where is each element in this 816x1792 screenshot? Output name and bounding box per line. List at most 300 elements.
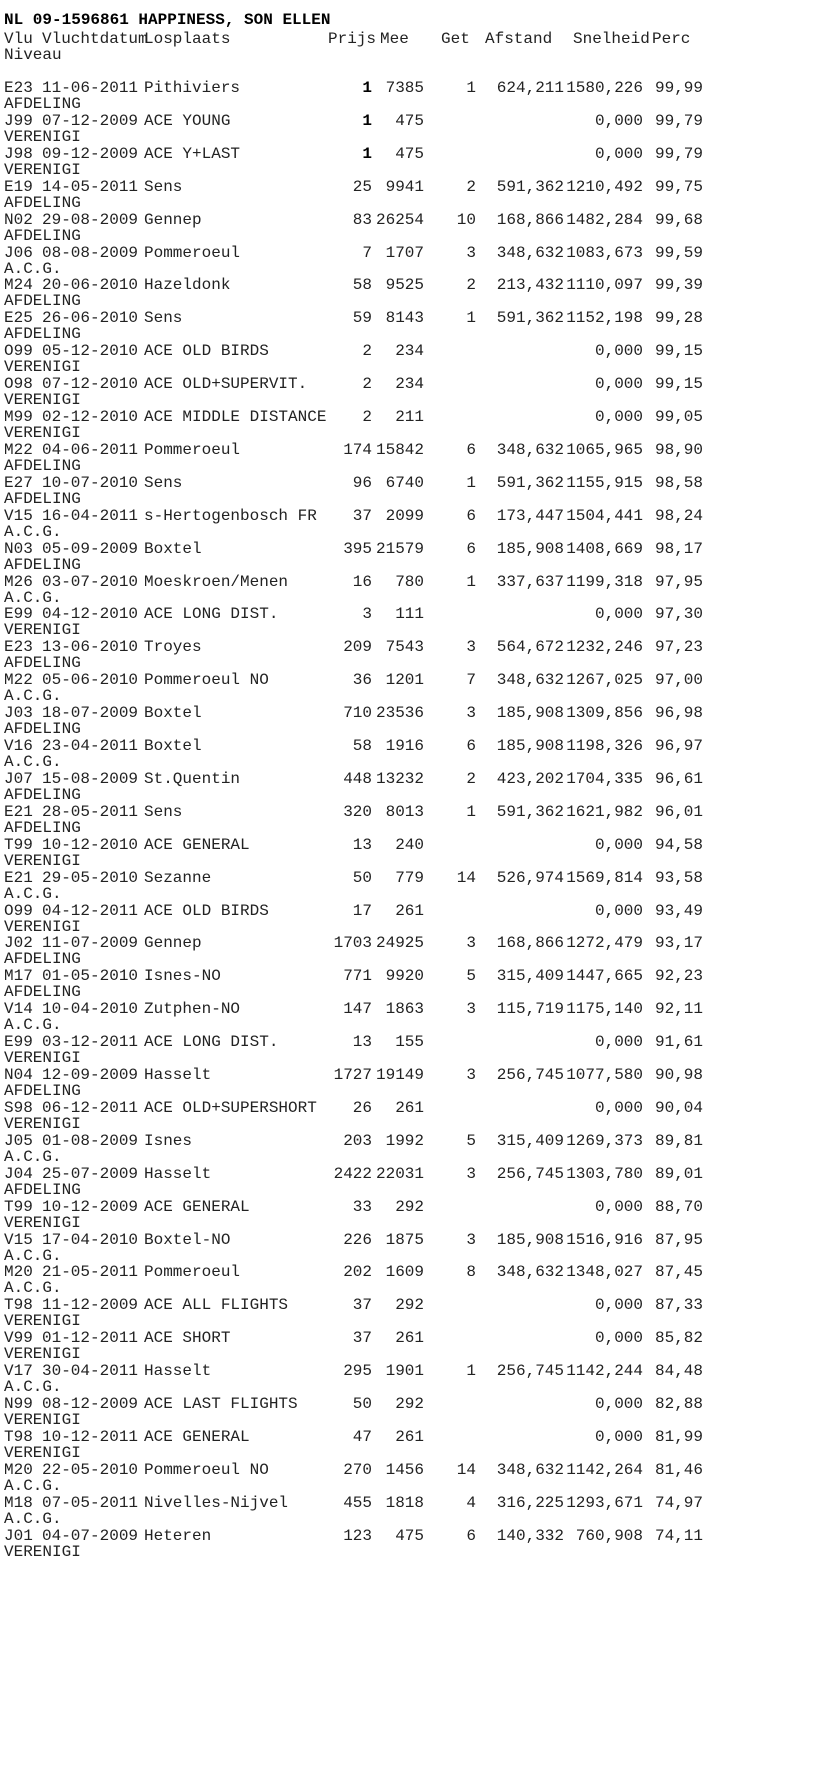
cell-prijs: 59 [352, 309, 372, 327]
cell-snelheid: 1083,673 [566, 244, 643, 262]
cell-prijs: 320 [343, 803, 372, 821]
cell-prijs: 2422 [333, 1165, 372, 1183]
cell-date: 12-09-2009 [42, 1066, 139, 1084]
cell-mee: 261 [395, 1428, 424, 1446]
cell-niveau: AFDELING [4, 457, 81, 475]
cell-snelheid: 0,000 [594, 1033, 643, 1051]
cell-afstand: 423,202 [496, 770, 564, 788]
cell-mee: 1707 [385, 244, 424, 262]
table-row [0, 1033, 816, 1052]
cell-date: 11-12-2009 [42, 1296, 139, 1314]
cell-date: 07-12-2009 [42, 112, 139, 130]
cell-place: Boxtel [144, 737, 202, 755]
table-row [0, 770, 816, 789]
cell-place: Sezanne [144, 869, 212, 887]
cell-afstand: 315,409 [496, 967, 564, 985]
cell-vlu: N03 [4, 540, 33, 558]
cell-prijs: 13 [352, 1033, 372, 1051]
cell-vlu: T98 [4, 1428, 33, 1446]
table-row [0, 244, 816, 263]
cell-perc: 99,15 [654, 375, 703, 393]
cell-afstand: 348,632 [496, 671, 564, 689]
cell-snelheid: 1447,665 [566, 967, 643, 985]
cell-prijs: 202 [343, 1263, 372, 1281]
cell-prijs: 17 [352, 902, 372, 920]
table-row [0, 112, 816, 131]
cell-niveau: VERENIGI [4, 358, 81, 376]
cell-prijs: 16 [352, 573, 372, 591]
cell-niveau: VERENIGI [4, 1543, 81, 1561]
cell-afstand: 624,211 [496, 79, 564, 97]
cell-mee: 9941 [385, 178, 424, 196]
cell-get: 1 [466, 803, 476, 821]
cell-perc: 96,61 [654, 770, 703, 788]
cell-date: 29-05-2010 [42, 869, 139, 887]
cell-snelheid: 1142,244 [566, 1362, 643, 1380]
cell-mee: 1875 [385, 1231, 424, 1249]
cell-get: 14 [456, 869, 476, 887]
cell-vlu: E21 [4, 803, 33, 821]
cell-niveau: A.C.G. [4, 1510, 62, 1528]
cell-afstand: 140,332 [496, 1527, 564, 1545]
col-header-niveau: Niveau [4, 46, 62, 64]
cell-prijs: 26 [352, 1099, 372, 1117]
cell-snelheid: 0,000 [594, 408, 643, 426]
cell-snelheid: 1175,140 [566, 1000, 643, 1018]
cell-niveau: A.C.G. [4, 1279, 62, 1297]
cell-prijs: 37 [352, 507, 372, 525]
cell-get: 6 [466, 1527, 476, 1545]
cell-vlu: N02 [4, 211, 33, 229]
col-header-perc: Perc [652, 30, 691, 48]
cell-perc: 81,99 [654, 1428, 703, 1446]
cell-afstand: 526,974 [496, 869, 564, 887]
cell-date: 22-05-2010 [42, 1461, 139, 1479]
table-row [0, 474, 816, 493]
cell-snelheid: 1621,982 [566, 803, 643, 821]
cell-afstand: 315,409 [496, 1132, 564, 1150]
cell-snelheid: 1704,335 [566, 770, 643, 788]
cell-afstand: 256,745 [496, 1362, 564, 1380]
cell-vlu: T98 [4, 1296, 33, 1314]
cell-get: 4 [466, 1494, 476, 1512]
cell-get: 6 [466, 737, 476, 755]
cell-niveau: VERENIGI [4, 1444, 81, 1462]
cell-afstand: 337,637 [496, 573, 564, 591]
cell-vlu: M17 [4, 967, 33, 985]
cell-perc: 98,24 [654, 507, 703, 525]
cell-niveau: AFDELING [4, 1181, 81, 1199]
cell-vlu: V15 [4, 1231, 33, 1249]
cell-snelheid: 1152,198 [566, 309, 643, 327]
table-row [0, 967, 816, 986]
cell-place: ACE LAST FLIGHTS [144, 1395, 298, 1413]
cell-place: ACE MIDDLE DISTANCE [144, 408, 327, 426]
cell-place: ACE GENERAL [144, 1428, 250, 1446]
cell-afstand: 591,362 [496, 803, 564, 821]
cell-perc: 97,00 [654, 671, 703, 689]
cell-date: 02-12-2010 [42, 408, 139, 426]
cell-mee: 1609 [385, 1263, 424, 1281]
cell-snelheid: 0,000 [594, 605, 643, 623]
cell-get: 8 [466, 1263, 476, 1281]
cell-mee: 1916 [385, 737, 424, 755]
cell-niveau: AFDELING [4, 720, 81, 738]
cell-place: ACE OLD BIRDS [144, 902, 269, 920]
cell-snelheid: 760,908 [575, 1527, 643, 1545]
cell-place: Troyes [144, 638, 202, 656]
cell-prijs: 1 [362, 112, 372, 130]
table-row [0, 1362, 816, 1381]
cell-afstand: 348,632 [496, 441, 564, 459]
cell-snelheid: 1267,025 [566, 671, 643, 689]
cell-snelheid: 0,000 [594, 375, 643, 393]
cell-snelheid: 1569,814 [566, 869, 643, 887]
cell-mee: 13232 [375, 770, 424, 788]
cell-mee: 111 [395, 605, 424, 623]
table-row [0, 1296, 816, 1315]
cell-place: ACE Y+LAST [144, 145, 241, 163]
cell-niveau: VERENIGI [4, 852, 81, 870]
cell-date: 30-04-2011 [42, 1362, 139, 1380]
cell-vlu: M18 [4, 1494, 33, 1512]
cell-mee: 9525 [385, 276, 424, 294]
column-header-row [0, 30, 816, 49]
cell-date: 03-12-2011 [42, 1033, 139, 1051]
cell-place: ACE OLD BIRDS [144, 342, 269, 360]
cell-perc: 96,97 [654, 737, 703, 755]
cell-date: 29-08-2009 [42, 211, 139, 229]
cell-place: ACE SHORT [144, 1329, 231, 1347]
cell-prijs: 83 [352, 211, 372, 229]
cell-date: 20-06-2010 [42, 276, 139, 294]
table-row [0, 1231, 816, 1250]
col-header-snelheid: Snelheid [573, 30, 650, 48]
cell-vlu: E21 [4, 869, 33, 887]
cell-snelheid: 1293,671 [566, 1494, 643, 1512]
cell-snelheid: 1580,226 [566, 79, 643, 97]
cell-vlu: J99 [4, 112, 33, 130]
col-header-vlu: Vlu [4, 30, 33, 48]
cell-prijs: 2 [362, 408, 372, 426]
table-row [0, 375, 816, 394]
cell-perc: 89,01 [654, 1165, 703, 1183]
cell-date: 05-09-2009 [42, 540, 139, 558]
cell-prijs: 2 [362, 342, 372, 360]
cell-get: 6 [466, 507, 476, 525]
cell-vlu: M26 [4, 573, 33, 591]
cell-afstand: 591,362 [496, 309, 564, 327]
cell-snelheid: 1309,856 [566, 704, 643, 722]
table-row [0, 1395, 816, 1414]
cell-get: 6 [466, 441, 476, 459]
cell-niveau: AFDELING [4, 950, 81, 968]
cell-niveau: AFDELING [4, 95, 81, 113]
cell-mee: 261 [395, 1099, 424, 1117]
cell-vlu: J03 [4, 704, 33, 722]
cell-snelheid: 1232,246 [566, 638, 643, 656]
cell-niveau: AFDELING [4, 556, 81, 574]
table-row [0, 1494, 816, 1513]
cell-perc: 87,95 [654, 1231, 703, 1249]
cell-perc: 99,15 [654, 342, 703, 360]
cell-place: ACE GENERAL [144, 1198, 250, 1216]
cell-vlu: O98 [4, 375, 33, 393]
cell-snelheid: 1504,441 [566, 507, 643, 525]
cell-date: 23-04-2011 [42, 737, 139, 755]
cell-get: 3 [466, 1231, 476, 1249]
cell-niveau: AFDELING [4, 819, 81, 837]
cell-prijs: 50 [352, 869, 372, 887]
cell-afstand: 213,432 [496, 276, 564, 294]
cell-vlu: O99 [4, 902, 33, 920]
cell-mee: 1863 [385, 1000, 424, 1018]
cell-snelheid: 0,000 [594, 836, 643, 854]
cell-date: 10-12-2011 [42, 1428, 139, 1446]
cell-prijs: 3 [362, 605, 372, 623]
cell-mee: 1818 [385, 1494, 424, 1512]
cell-date: 10-04-2010 [42, 1000, 139, 1018]
cell-get: 7 [466, 671, 476, 689]
cell-mee: 15842 [375, 441, 424, 459]
cell-mee: 211 [395, 408, 424, 426]
cell-place: Heteren [144, 1527, 212, 1545]
cell-prijs: 203 [343, 1132, 372, 1150]
table-row [0, 1132, 816, 1151]
cell-vlu: S98 [4, 1099, 33, 1117]
cell-place: Nivelles-Nijvel [144, 1494, 289, 1512]
cell-perc: 99,59 [654, 244, 703, 262]
cell-afstand: 115,719 [496, 1000, 564, 1018]
cell-afstand: 348,632 [496, 1461, 564, 1479]
table-row [0, 79, 816, 98]
cell-mee: 261 [395, 1329, 424, 1347]
table-row [0, 605, 816, 624]
cell-perc: 93,49 [654, 902, 703, 920]
cell-vlu: E99 [4, 605, 33, 623]
cell-snelheid: 1142,264 [566, 1461, 643, 1479]
cell-snelheid: 1348,027 [566, 1263, 643, 1281]
table-row [0, 704, 816, 723]
cell-date: 05-12-2010 [42, 342, 139, 360]
cell-prijs: 455 [343, 1494, 372, 1512]
cell-afstand: 168,866 [496, 211, 564, 229]
cell-place: ACE YOUNG [144, 112, 231, 130]
cell-perc: 97,23 [654, 638, 703, 656]
cell-perc: 96,01 [654, 803, 703, 821]
cell-perc: 93,17 [654, 934, 703, 952]
cell-date: 28-05-2011 [42, 803, 139, 821]
cell-niveau: AFDELING [4, 325, 81, 343]
cell-perc: 74,11 [654, 1527, 703, 1545]
cell-vlu: E23 [4, 79, 33, 97]
table-row [0, 836, 816, 855]
cell-perc: 96,98 [654, 704, 703, 722]
cell-date: 01-05-2010 [42, 967, 139, 985]
cell-place: Hasselt [144, 1066, 212, 1084]
cell-mee: 2099 [385, 507, 424, 525]
cell-niveau: A.C.G. [4, 1247, 62, 1265]
cell-place: Sens [144, 178, 183, 196]
cell-vlu: V16 [4, 737, 33, 755]
table-row [0, 145, 816, 164]
col-header-place: Losplaats [144, 30, 231, 48]
cell-mee: 19149 [375, 1066, 424, 1084]
cell-mee: 475 [395, 145, 424, 163]
cell-date: 06-12-2011 [42, 1099, 139, 1117]
cell-perc: 99,75 [654, 178, 703, 196]
cell-prijs: 209 [343, 638, 372, 656]
cell-prijs: 771 [343, 967, 372, 985]
cell-snelheid: 1210,492 [566, 178, 643, 196]
cell-get: 1 [466, 474, 476, 492]
table-row [0, 1527, 816, 1546]
cell-place: Hasselt [144, 1165, 212, 1183]
cell-snelheid: 1065,965 [566, 441, 643, 459]
cell-vlu: N99 [4, 1395, 33, 1413]
cell-niveau: VERENIGI [4, 1049, 81, 1067]
cell-niveau: VERENIGI [4, 621, 81, 639]
cell-niveau: AFDELING [4, 490, 81, 508]
cell-perc: 99,39 [654, 276, 703, 294]
table-row [0, 573, 816, 592]
cell-niveau: VERENIGI [4, 1214, 81, 1232]
cell-get: 5 [466, 1132, 476, 1150]
cell-mee: 8143 [385, 309, 424, 327]
cell-vlu: J04 [4, 1165, 33, 1183]
cell-get: 14 [456, 1461, 476, 1479]
cell-place: Moeskroen/Menen [144, 573, 289, 591]
cell-get: 3 [466, 1165, 476, 1183]
cell-perc: 98,58 [654, 474, 703, 492]
cell-place: Boxtel [144, 540, 202, 558]
table-row [0, 211, 816, 230]
table-row [0, 178, 816, 197]
cell-vlu: E23 [4, 638, 33, 656]
cell-perc: 93,58 [654, 869, 703, 887]
table-row [0, 869, 816, 888]
cell-date: 10-12-2010 [42, 836, 139, 854]
cell-snelheid: 1303,780 [566, 1165, 643, 1183]
cell-niveau: AFDELING [4, 227, 81, 245]
cell-mee: 8013 [385, 803, 424, 821]
cell-prijs: 37 [352, 1296, 372, 1314]
table-row [0, 408, 816, 427]
cell-niveau: AFDELING [4, 1082, 81, 1100]
cell-date: 01-12-2011 [42, 1329, 139, 1347]
cell-niveau: AFDELING [4, 983, 81, 1001]
cell-prijs: 37 [352, 1329, 372, 1347]
cell-mee: 21579 [375, 540, 424, 558]
cell-mee: 779 [395, 869, 424, 887]
cell-vlu: J98 [4, 145, 33, 163]
cell-niveau: AFDELING [4, 194, 81, 212]
cell-perc: 92,23 [654, 967, 703, 985]
cell-niveau: A.C.G. [4, 1148, 62, 1166]
cell-prijs: 96 [352, 474, 372, 492]
cell-date: 13-06-2010 [42, 638, 139, 656]
cell-snelheid: 0,000 [594, 1296, 643, 1314]
cell-date: 01-08-2009 [42, 1132, 139, 1150]
cell-perc: 99,05 [654, 408, 703, 426]
cell-niveau: VERENIGI [4, 161, 81, 179]
cell-vlu: J05 [4, 1132, 33, 1150]
cell-niveau: A.C.G. [4, 1016, 62, 1034]
cell-afstand: 591,362 [496, 474, 564, 492]
table-row [0, 1099, 816, 1118]
table-row [0, 1428, 816, 1447]
cell-vlu: V17 [4, 1362, 33, 1380]
cell-mee: 6740 [385, 474, 424, 492]
cell-vlu: M22 [4, 671, 33, 689]
cell-mee: 475 [395, 112, 424, 130]
cell-place: ACE OLD+SUPERVIT. [144, 375, 308, 393]
cell-place: ACE GENERAL [144, 836, 250, 854]
cell-snelheid: 1110,097 [566, 276, 643, 294]
cell-mee: 1456 [385, 1461, 424, 1479]
cell-perc: 99,28 [654, 309, 703, 327]
cell-place: Zutphen-NO [144, 1000, 241, 1018]
cell-place: s-Hertogenbosch FR [144, 507, 317, 525]
cell-vlu: T99 [4, 836, 33, 854]
cell-get: 6 [466, 540, 476, 558]
table-row [0, 1198, 816, 1217]
cell-vlu: N04 [4, 1066, 33, 1084]
cell-niveau: A.C.G. [4, 523, 62, 541]
cell-snelheid: 0,000 [594, 342, 643, 360]
table-row [0, 1000, 816, 1019]
cell-snelheid: 0,000 [594, 902, 643, 920]
col-header-get: Get [441, 30, 470, 48]
cell-date: 08-08-2009 [42, 244, 139, 262]
cell-perc: 99,79 [654, 145, 703, 163]
cell-mee: 7385 [385, 79, 424, 97]
cell-get: 1 [466, 1362, 476, 1380]
cell-snelheid: 0,000 [594, 1329, 643, 1347]
cell-prijs: 1 [362, 145, 372, 163]
cell-place: Isnes-NO [144, 967, 221, 985]
cell-niveau: AFDELING [4, 786, 81, 804]
cell-snelheid: 1199,318 [566, 573, 643, 591]
table-row [0, 1461, 816, 1480]
cell-niveau: AFDELING [4, 654, 81, 672]
cell-prijs: 295 [343, 1362, 372, 1380]
cell-niveau: A.C.G. [4, 687, 62, 705]
cell-place: St.Quentin [144, 770, 241, 788]
table-row [0, 1066, 816, 1085]
cell-niveau: A.C.G. [4, 1378, 62, 1396]
cell-perc: 97,30 [654, 605, 703, 623]
cell-get: 3 [466, 704, 476, 722]
cell-date: 05-06-2010 [42, 671, 139, 689]
cell-vlu: M24 [4, 276, 33, 294]
cell-snelheid: 1155,915 [566, 474, 643, 492]
table-row [0, 902, 816, 921]
cell-prijs: 50 [352, 1395, 372, 1413]
cell-perc: 81,46 [654, 1461, 703, 1479]
cell-perc: 99,79 [654, 112, 703, 130]
cell-prijs: 395 [343, 540, 372, 558]
cell-snelheid: 0,000 [594, 1428, 643, 1446]
cell-prijs: 25 [352, 178, 372, 196]
cell-date: 09-12-2009 [42, 145, 139, 163]
cell-vlu: M20 [4, 1263, 33, 1281]
table-row [0, 342, 816, 361]
cell-place: ACE ALL FLIGHTS [144, 1296, 289, 1314]
cell-prijs: 13 [352, 836, 372, 854]
cell-place: Pithiviers [144, 79, 241, 97]
cell-get: 1 [466, 309, 476, 327]
